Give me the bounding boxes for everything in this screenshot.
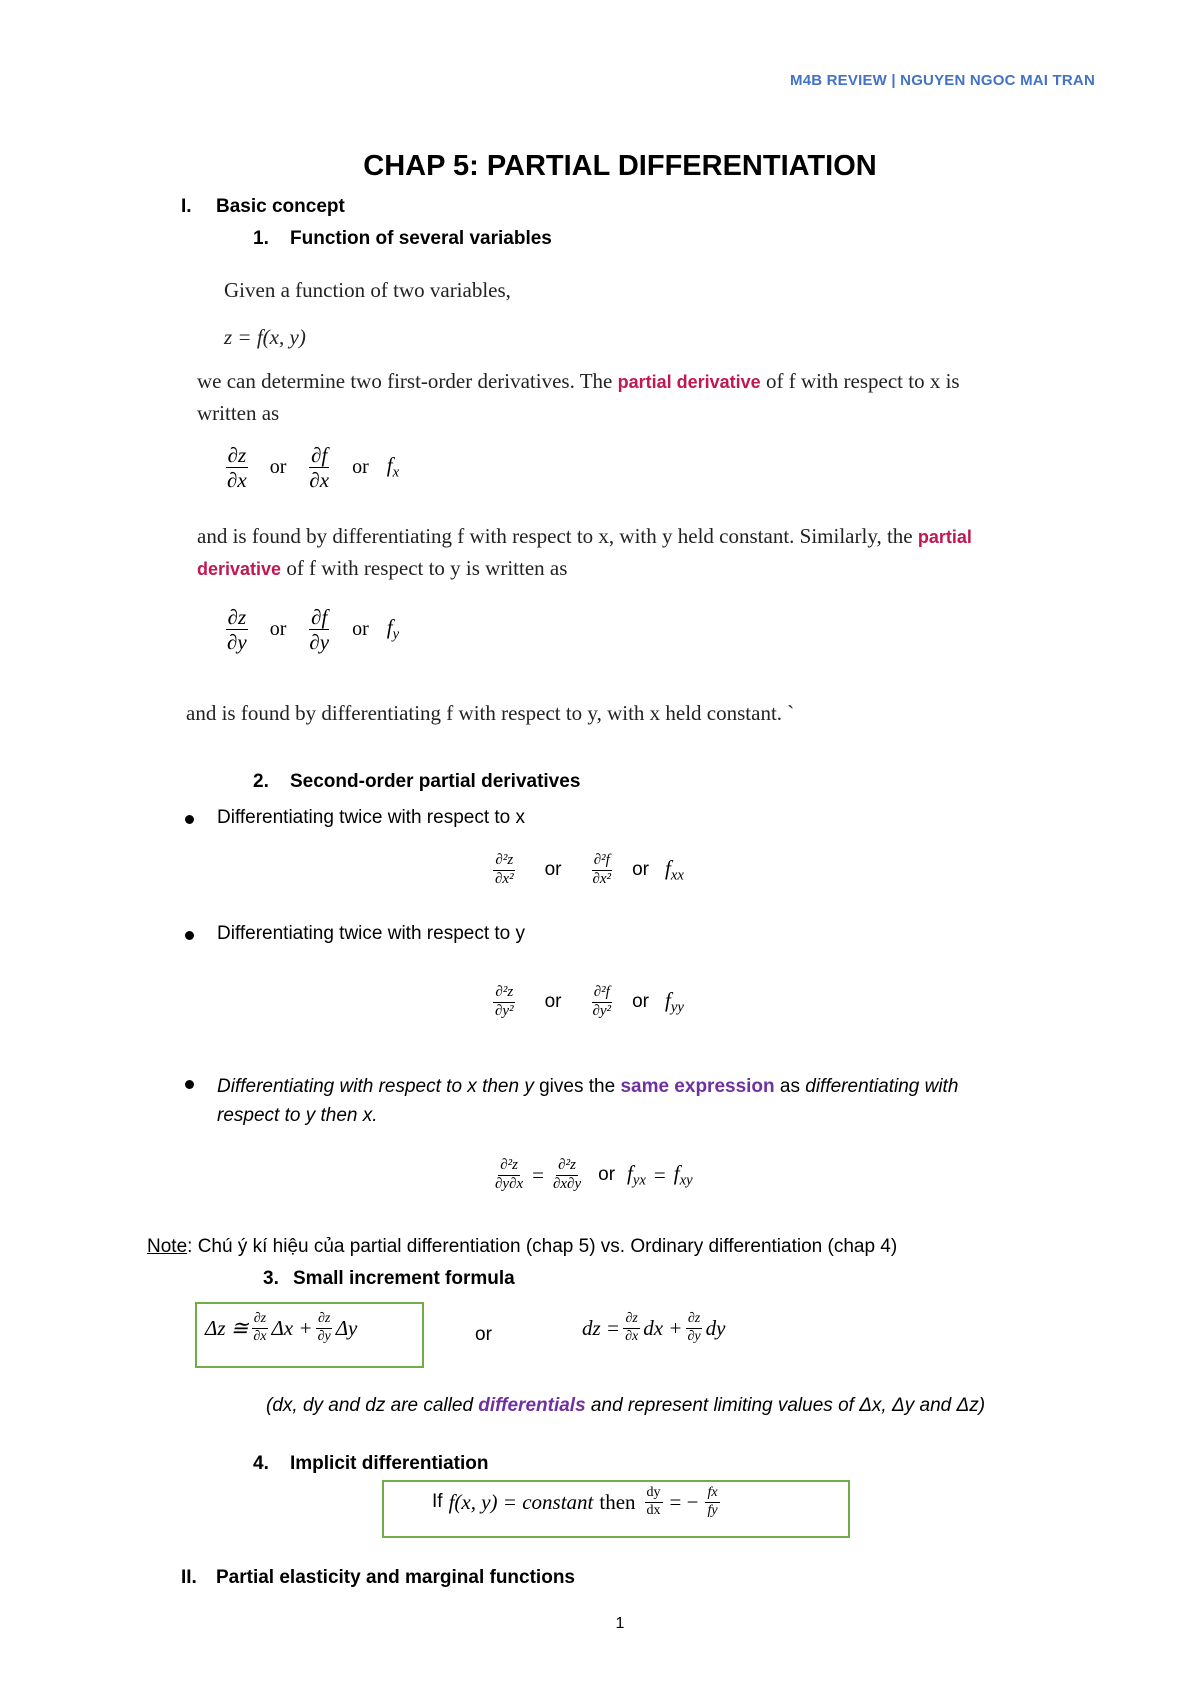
- book-given: Given a function of two variables,: [224, 278, 511, 302]
- note-label: Note: [147, 1236, 188, 1257]
- page-title: CHAP 5: PARTIAL DIFFERENTIATION: [363, 150, 877, 182]
- subsection-4-num: 4.: [253, 1453, 269, 1474]
- bullet-1-dot: [185, 815, 194, 824]
- term-same-expression: same expression: [620, 1076, 775, 1097]
- implicit-formula: If f(x, y) = constant then $\frac{dy}{dx}$ = − $\frac{fx}{fy}$: [432, 1485, 718, 1518]
- term-differentials: differentials: [478, 1395, 586, 1416]
- subsection-2-num: 2.: [253, 771, 269, 792]
- book-paragraph-2: and is found by differentiating f with respect to x, with y held constant. Similarly, the partial derivative of f with respect to y is written as: [197, 524, 972, 580]
- bullet-1-text: Differentiating twice with respect to x: [217, 807, 526, 828]
- differential-formula: dz = $\frac{\partial z}{\partial x}$ dx + $\frac{\partial z}{\partial y}$ dy: [582, 1311, 726, 1344]
- section-1-numeral: I.: [181, 196, 192, 217]
- second-partial-yy-formula: $\frac{\text{∂²z}}{\text{∂y²}}$ or $\frac{\text{∂²f}}{\text{∂y²}}$ or $f_{yy}$: [495, 984, 684, 1019]
- increment-formula: Δz ≅ $\frac{\partial z}{\partial x}$ Δx + $\frac{\partial z}{\partial y}$ Δy: [205, 1311, 358, 1344]
- section-2-numeral: II.: [181, 1567, 197, 1588]
- mixed-partial-formula: $\frac{\text{∂²z}}{\partial y\partial x}$ = $\frac{\text{∂²z}}{\partial x\partial y}$ or $f_{yx}$ = $f_{xy}$: [495, 1157, 693, 1192]
- increment-or: or: [475, 1324, 492, 1345]
- bullet-2-text: Differentiating twice with respect to y: [217, 923, 526, 944]
- book-z-fxy: z = f(x, y): [224, 325, 306, 349]
- second-partial-xx-formula: $\frac{\text{∂²z}}{\text{∂x²}}$ or $\frac{\text{∂²f}}{\text{∂x²}}$ or $f_{xx}$: [495, 852, 684, 887]
- differentials-note: (dx, dy and dz are called differentials and represent limiting values of Δx, Δy and Δz): [266, 1395, 986, 1416]
- subsection-1-heading: Function of several variables: [290, 228, 552, 249]
- term-partial-derivative: partial derivative: [617, 372, 761, 392]
- book-paragraph-1: we can determine two first-order derivatives. The partial derivative of f with respect to x is written as: [197, 369, 960, 425]
- first-partial-y-notation: $\frac{\partial z}{\partial y}$ or $\frac{\partial f}{\partial y}$ or $f_y$: [227, 605, 400, 655]
- page-header: M4B REVIEW | NGUYEN NGOC MAI TRAN: [790, 72, 1095, 89]
- subsection-4-heading: Implicit differentiation: [290, 1453, 489, 1474]
- section-2-heading: Partial elasticity and marginal functions: [216, 1567, 575, 1588]
- bullet-3-dot: [185, 1080, 194, 1089]
- book-paragraph-3: and is found by differentiating f with respect to y, with x held constant. ˋ: [186, 701, 795, 725]
- bullet-3-text: Differentiating with respect to x then y gives the same expression as differentiating with respect to y then x.: [217, 1076, 959, 1126]
- subsection-2-heading: Second-order partial derivatives: [290, 771, 581, 792]
- first-partial-x-notation: $\frac{\partial z}{\partial x}$ or $\frac{\partial f}{\partial x}$ or $f_x$: [227, 443, 400, 493]
- subsection-3-num: 3.: [263, 1268, 279, 1289]
- bullet-2-dot: [185, 931, 194, 940]
- subsection-3-heading: Small increment formula: [293, 1268, 515, 1289]
- note-line: Note: Chú ý kí hiệu của partial differentiation (chap 5) vs. Ordinary differentiation (chap 4): [147, 1236, 898, 1257]
- section-1-heading: Basic concept: [216, 196, 345, 217]
- subsection-1-num: 1.: [253, 228, 269, 249]
- page-number: 1: [615, 1615, 625, 1632]
